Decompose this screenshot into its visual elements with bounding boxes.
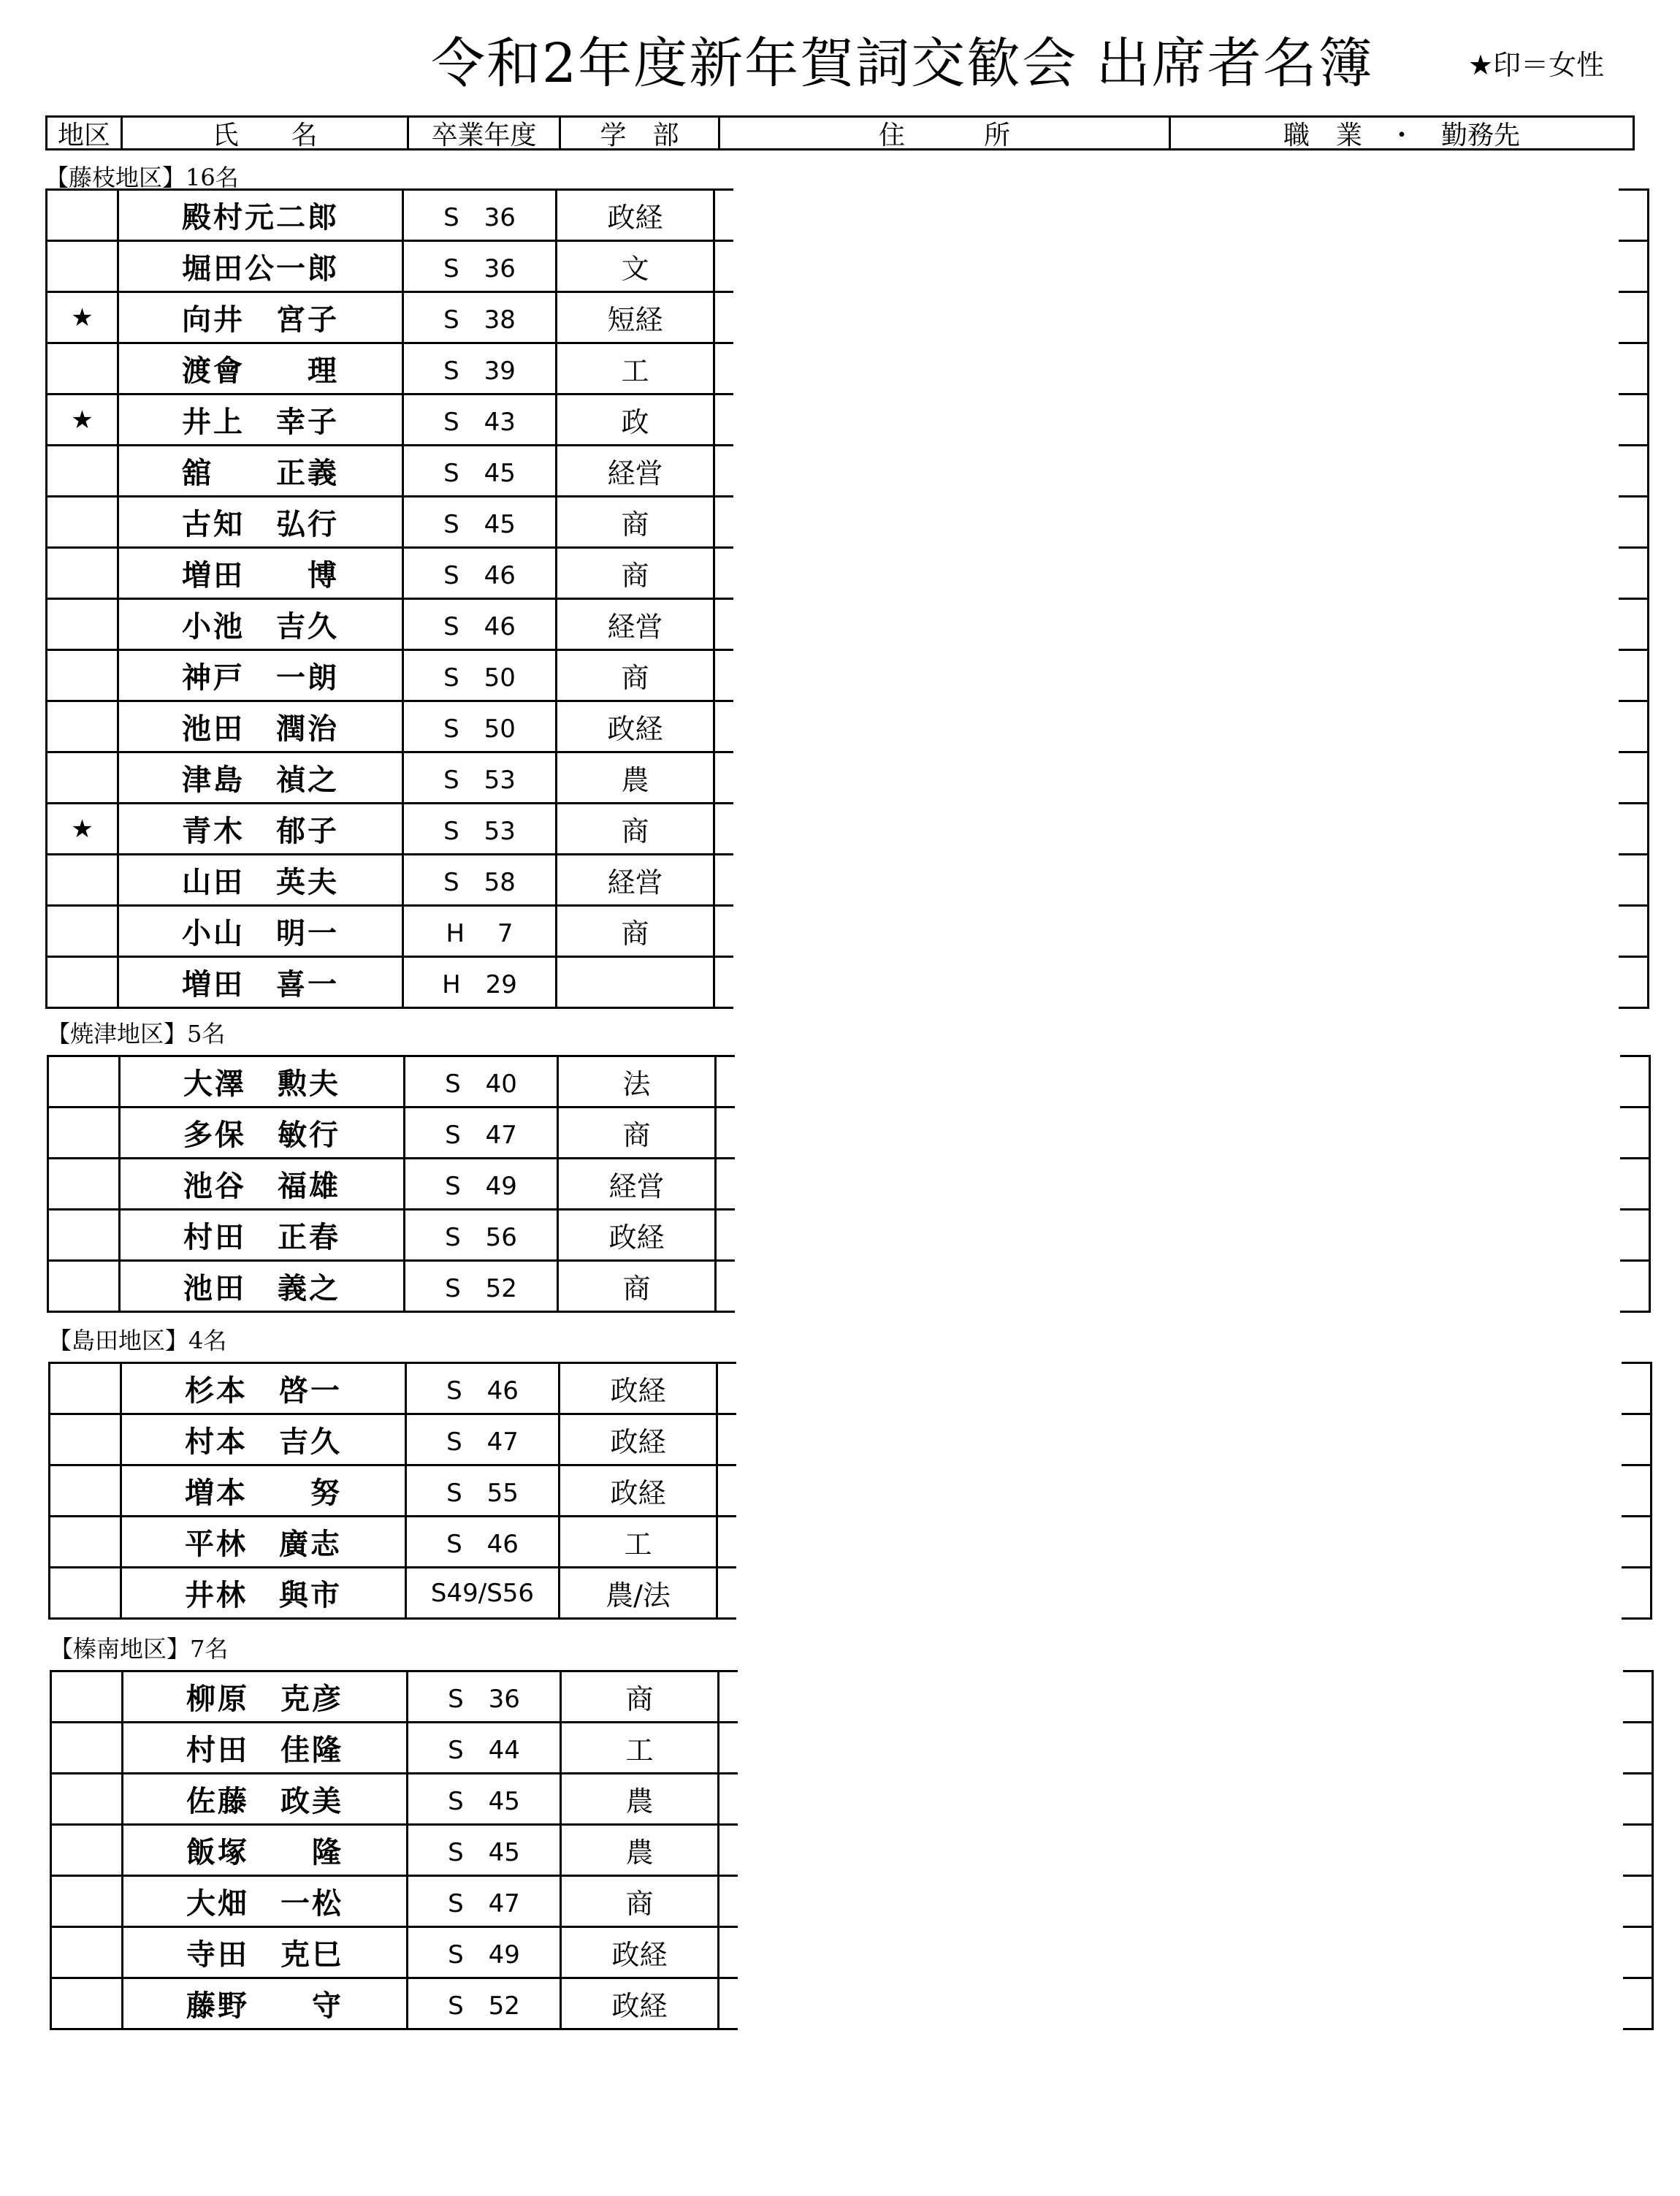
attendee-name: 殿村元二郎 xyxy=(118,190,403,241)
address-cell xyxy=(714,855,733,906)
attendee-name: 増田 博 xyxy=(118,548,403,599)
address-cell xyxy=(719,1723,738,1774)
table-row xyxy=(50,1363,736,1414)
table-row xyxy=(50,1465,736,1517)
row-divider-tick xyxy=(1620,1311,1651,1313)
attendee-name: 小山 明一 xyxy=(118,906,403,957)
attendee-name: 寺田 克巳 xyxy=(123,1927,408,1978)
attendee-name: 柳原 克彦 xyxy=(123,1671,408,1723)
address-cell xyxy=(717,1465,736,1517)
table-row xyxy=(47,190,733,241)
graduation-year: H 29 xyxy=(403,957,557,1008)
row-divider-tick xyxy=(1623,1875,1654,1877)
attendee-name: 青木 郁子 xyxy=(118,804,403,855)
header-area: 地区 xyxy=(47,118,123,148)
table-row xyxy=(51,1825,738,1876)
graduation-year: S 43 xyxy=(403,394,557,446)
job-column-edge xyxy=(1622,1362,1652,1617)
header-job: 職 業 ・ 勤務先 xyxy=(1283,120,1520,150)
faculty: 工 xyxy=(557,343,714,394)
faculty: 経営 xyxy=(557,599,714,650)
attendee-name: 大澤 勲夫 xyxy=(120,1056,405,1107)
table-row xyxy=(47,343,733,394)
table-row xyxy=(47,446,733,497)
faculty: 商 xyxy=(558,1261,716,1312)
table-row xyxy=(47,701,733,752)
attendee-name: 古知 弘行 xyxy=(118,497,403,548)
table-row xyxy=(50,1568,736,1619)
graduation-year: S 47 xyxy=(408,1876,561,1927)
graduation-year: S 53 xyxy=(403,752,557,804)
table-row xyxy=(47,394,733,446)
job-column-edge xyxy=(1623,1670,1654,2028)
female-mark xyxy=(47,548,118,599)
address-cell xyxy=(714,343,733,394)
female-mark xyxy=(51,1774,123,1825)
table-row xyxy=(47,599,733,650)
row-divider-tick xyxy=(1619,853,1649,855)
faculty: 経営 xyxy=(557,855,714,906)
faculty: 商 xyxy=(561,1671,719,1723)
female-mark xyxy=(48,1056,120,1107)
row-divider-tick xyxy=(1619,495,1649,497)
row-divider-tick xyxy=(1622,1566,1652,1568)
female-mark xyxy=(47,241,118,292)
graduation-year: S 49 xyxy=(408,1927,561,1978)
attendee-name: 神戸 一朗 xyxy=(118,650,403,701)
female-mark xyxy=(50,1465,121,1517)
female-mark xyxy=(50,1414,121,1465)
section-label: 【榛南地区】7名 xyxy=(50,1635,229,1663)
row-divider-tick xyxy=(1623,1772,1654,1774)
graduation-year: S 53 xyxy=(403,804,557,855)
section-label: 【藤枝地区】16名 xyxy=(45,164,239,191)
row-divider-tick xyxy=(1622,1515,1652,1517)
row-divider-tick xyxy=(1619,546,1649,549)
section-label: 【島田地区】4名 xyxy=(48,1327,227,1354)
table-row xyxy=(47,957,733,1008)
graduation-year: S 38 xyxy=(403,292,557,343)
table-row xyxy=(48,1107,735,1159)
row-divider-tick xyxy=(1619,700,1649,702)
row-divider-tick xyxy=(1620,1157,1651,1159)
row-divider-tick xyxy=(1619,444,1649,446)
address-cell xyxy=(714,957,733,1008)
row-divider-tick xyxy=(1620,1259,1651,1262)
faculty: 政 xyxy=(557,394,714,446)
female-mark xyxy=(47,906,118,957)
attendee-name: 大畑 一松 xyxy=(123,1876,408,1927)
female-mark xyxy=(51,1671,123,1723)
faculty: 工 xyxy=(560,1517,717,1568)
address-cell xyxy=(719,1774,738,1825)
table-row xyxy=(47,804,733,855)
female-mark xyxy=(51,1723,123,1774)
address-cell xyxy=(719,1927,738,1978)
faculty xyxy=(557,957,714,1008)
faculty: 商 xyxy=(557,906,714,957)
address-cell xyxy=(717,1517,736,1568)
table-row xyxy=(48,1261,735,1312)
female-mark xyxy=(47,343,118,394)
female-mark xyxy=(47,701,118,752)
faculty: 政経 xyxy=(560,1363,717,1414)
table-row xyxy=(50,1517,736,1568)
table-row xyxy=(47,292,733,343)
graduation-year: S 46 xyxy=(403,548,557,599)
table-row xyxy=(47,650,733,701)
faculty: 政経 xyxy=(557,701,714,752)
female-mark xyxy=(47,446,118,497)
faculty: 農 xyxy=(557,752,714,804)
attendee-name: 池田 潤治 xyxy=(118,701,403,752)
address-cell xyxy=(714,804,733,855)
table-row xyxy=(47,497,733,548)
graduation-year: S 39 xyxy=(403,343,557,394)
address-cell xyxy=(714,241,733,292)
female-mark xyxy=(51,1876,123,1927)
faculty: 政経 xyxy=(560,1414,717,1465)
graduation-year: S 36 xyxy=(403,241,557,292)
address-cell xyxy=(714,292,733,343)
attendee-name: 増田 喜一 xyxy=(118,957,403,1008)
female-mark xyxy=(51,1927,123,1978)
graduation-year: S 46 xyxy=(406,1517,560,1568)
graduation-year: S 45 xyxy=(403,446,557,497)
female-mark xyxy=(47,650,118,701)
graduation-year: S 52 xyxy=(408,1978,561,2029)
address-cell xyxy=(716,1056,735,1107)
attendee-name: 増本 努 xyxy=(121,1465,406,1517)
row-divider-tick xyxy=(1620,1208,1651,1211)
graduation-year: S 40 xyxy=(405,1056,558,1107)
row-divider-tick xyxy=(1619,240,1649,242)
graduation-year: S49/S56 xyxy=(406,1568,560,1619)
attendee-name: 藤野 守 xyxy=(123,1978,408,2029)
female-mark xyxy=(51,1825,123,1876)
row-divider-tick xyxy=(1619,598,1649,600)
graduation-year: S 46 xyxy=(406,1363,560,1414)
graduation-year: S 50 xyxy=(403,701,557,752)
faculty: 商 xyxy=(557,650,714,701)
address-cell xyxy=(714,650,733,701)
faculty: 農 xyxy=(561,1825,719,1876)
graduation-year: S 44 xyxy=(408,1723,561,1774)
table-row xyxy=(51,1774,738,1825)
faculty: 政経 xyxy=(561,1978,719,2029)
section-label: 【焼津地区】5名 xyxy=(47,1020,226,1048)
female-mark xyxy=(47,957,118,1008)
address-cell xyxy=(716,1210,735,1261)
row-divider-tick xyxy=(1619,802,1649,804)
table-row xyxy=(48,1159,735,1210)
attendee-name: 多保 敏行 xyxy=(120,1107,405,1159)
row-divider-tick xyxy=(1619,649,1649,651)
row-divider-tick xyxy=(1623,1721,1654,1723)
table-row xyxy=(51,1876,738,1927)
graduation-year: S 47 xyxy=(406,1414,560,1465)
row-divider-tick xyxy=(1619,393,1649,395)
address-cell xyxy=(716,1107,735,1159)
row-divider-tick xyxy=(1619,751,1649,753)
attendee-name: 山田 英夫 xyxy=(118,855,403,906)
graduation-year: S 45 xyxy=(408,1825,561,1876)
attendee-name: 佐藤 政美 xyxy=(123,1774,408,1825)
address-cell xyxy=(714,752,733,804)
address-cell xyxy=(719,1825,738,1876)
attendee-name: 舘 正義 xyxy=(118,446,403,497)
address-cell xyxy=(719,1671,738,1723)
female-mark xyxy=(48,1107,120,1159)
faculty: 経営 xyxy=(557,446,714,497)
female-mark xyxy=(50,1517,121,1568)
graduation-year: S 49 xyxy=(405,1159,558,1210)
row-divider-tick xyxy=(1623,1823,1654,1826)
graduation-year: S 47 xyxy=(405,1107,558,1159)
header-address: 住 所 xyxy=(720,118,1171,148)
table-header xyxy=(45,115,1635,150)
address-cell xyxy=(719,1978,738,2029)
table-row xyxy=(48,1056,735,1107)
address-cell xyxy=(714,190,733,241)
female-mark xyxy=(48,1159,120,1210)
row-divider-tick xyxy=(1619,1007,1649,1009)
female-mark: ★ xyxy=(47,292,118,343)
attendee-name: 池谷 福雄 xyxy=(120,1159,405,1210)
table-row xyxy=(47,548,733,599)
attendee-name: 小池 吉久 xyxy=(118,599,403,650)
graduation-year: S 55 xyxy=(406,1465,560,1517)
female-mark xyxy=(48,1210,120,1261)
row-divider-tick xyxy=(1623,1977,1654,1979)
attendee-name: 堀田公一郎 xyxy=(118,241,403,292)
female-mark xyxy=(47,497,118,548)
graduation-year: S 52 xyxy=(405,1261,558,1312)
address-cell xyxy=(714,599,733,650)
row-divider-tick xyxy=(1622,1464,1652,1466)
header-faculty: 学 部 xyxy=(561,118,720,148)
page-title: 令和2年度新年賀詞交歓会 出席者名簿 xyxy=(431,32,1374,95)
female-mark xyxy=(47,599,118,650)
faculty: 商 xyxy=(558,1107,716,1159)
row-divider-tick xyxy=(1623,2028,1654,2030)
table-row xyxy=(51,1927,738,1978)
faculty: 経営 xyxy=(558,1159,716,1210)
graduation-year: S 58 xyxy=(403,855,557,906)
female-mark: ★ xyxy=(47,804,118,855)
table-row xyxy=(48,1210,735,1261)
faculty: 政経 xyxy=(557,190,714,241)
attendee-name: 渡會 理 xyxy=(118,343,403,394)
table-row xyxy=(51,1723,738,1774)
female-mark xyxy=(47,855,118,906)
attendee-name: 村本 吉久 xyxy=(121,1414,406,1465)
female-mark xyxy=(48,1261,120,1312)
attendee-name: 平林 廣志 xyxy=(121,1517,406,1568)
female-mark xyxy=(47,190,118,241)
row-divider-tick xyxy=(1619,904,1649,907)
row-divider-tick xyxy=(1619,291,1649,293)
graduation-year: S 45 xyxy=(408,1774,561,1825)
female-mark: ★ xyxy=(47,394,118,446)
attendee-name: 村田 正春 xyxy=(120,1210,405,1261)
faculty: 文 xyxy=(557,241,714,292)
attendee-name: 村田 佳隆 xyxy=(123,1723,408,1774)
faculty: 商 xyxy=(557,548,714,599)
attendee-name: 井林 與市 xyxy=(121,1568,406,1619)
graduation-year: H 7 xyxy=(403,906,557,957)
graduation-year: S 45 xyxy=(403,497,557,548)
attendee-name: 池田 義之 xyxy=(120,1261,405,1312)
faculty: 政経 xyxy=(560,1465,717,1517)
row-divider-tick xyxy=(1620,1106,1651,1108)
attendee-name: 向井 宮子 xyxy=(118,292,403,343)
section-table xyxy=(47,1055,735,1313)
attendee-name: 津島 禎之 xyxy=(118,752,403,804)
attendee-name: 杉本 啓一 xyxy=(121,1363,406,1414)
table-row xyxy=(51,1671,738,1723)
section-table xyxy=(45,188,733,1009)
address-cell xyxy=(716,1159,735,1210)
row-divider-tick xyxy=(1619,956,1649,958)
attendee-name: 飯塚 隆 xyxy=(123,1825,408,1876)
table-row xyxy=(47,855,733,906)
female-mark xyxy=(51,1978,123,2029)
faculty: 法 xyxy=(558,1056,716,1107)
faculty: 農 xyxy=(561,1774,719,1825)
faculty: 短経 xyxy=(557,292,714,343)
graduation-year: S 46 xyxy=(403,599,557,650)
row-divider-tick xyxy=(1622,1617,1652,1620)
faculty: 商 xyxy=(557,804,714,855)
address-cell xyxy=(714,446,733,497)
female-mark xyxy=(50,1568,121,1619)
address-cell xyxy=(714,394,733,446)
faculty: 農/法 xyxy=(560,1568,717,1619)
address-cell xyxy=(717,1363,736,1414)
table-row xyxy=(51,1978,738,2029)
graduation-year: S 36 xyxy=(403,190,557,241)
job-column-edge xyxy=(1620,1055,1651,1311)
legend-note: ★印＝女性 xyxy=(1468,49,1605,81)
address-cell xyxy=(714,548,733,599)
address-cell xyxy=(716,1261,735,1312)
section-table xyxy=(50,1670,738,2030)
address-cell xyxy=(719,1876,738,1927)
faculty: 政経 xyxy=(558,1210,716,1261)
address-cell xyxy=(717,1568,736,1619)
table-row xyxy=(50,1414,736,1465)
address-cell xyxy=(714,906,733,957)
table-row xyxy=(47,906,733,957)
graduation-year: S 36 xyxy=(408,1671,561,1723)
header-year: 卒業年度 xyxy=(409,118,561,148)
faculty: 工 xyxy=(561,1723,719,1774)
faculty: 商 xyxy=(557,497,714,548)
female-mark xyxy=(50,1363,121,1414)
faculty: 政経 xyxy=(561,1927,719,1978)
faculty: 商 xyxy=(561,1876,719,1927)
graduation-year: S 56 xyxy=(405,1210,558,1261)
section-table xyxy=(48,1362,736,1620)
table-row xyxy=(47,752,733,804)
table-row xyxy=(47,241,733,292)
header-name: 氏 名 xyxy=(123,118,409,148)
graduation-year: S 50 xyxy=(403,650,557,701)
address-cell xyxy=(714,497,733,548)
row-divider-tick xyxy=(1623,1926,1654,1928)
attendee-name: 井上 幸子 xyxy=(118,394,403,446)
address-cell xyxy=(717,1414,736,1465)
address-cell xyxy=(714,701,733,752)
row-divider-tick xyxy=(1619,342,1649,344)
row-divider-tick xyxy=(1622,1413,1652,1415)
female-mark xyxy=(47,752,118,804)
